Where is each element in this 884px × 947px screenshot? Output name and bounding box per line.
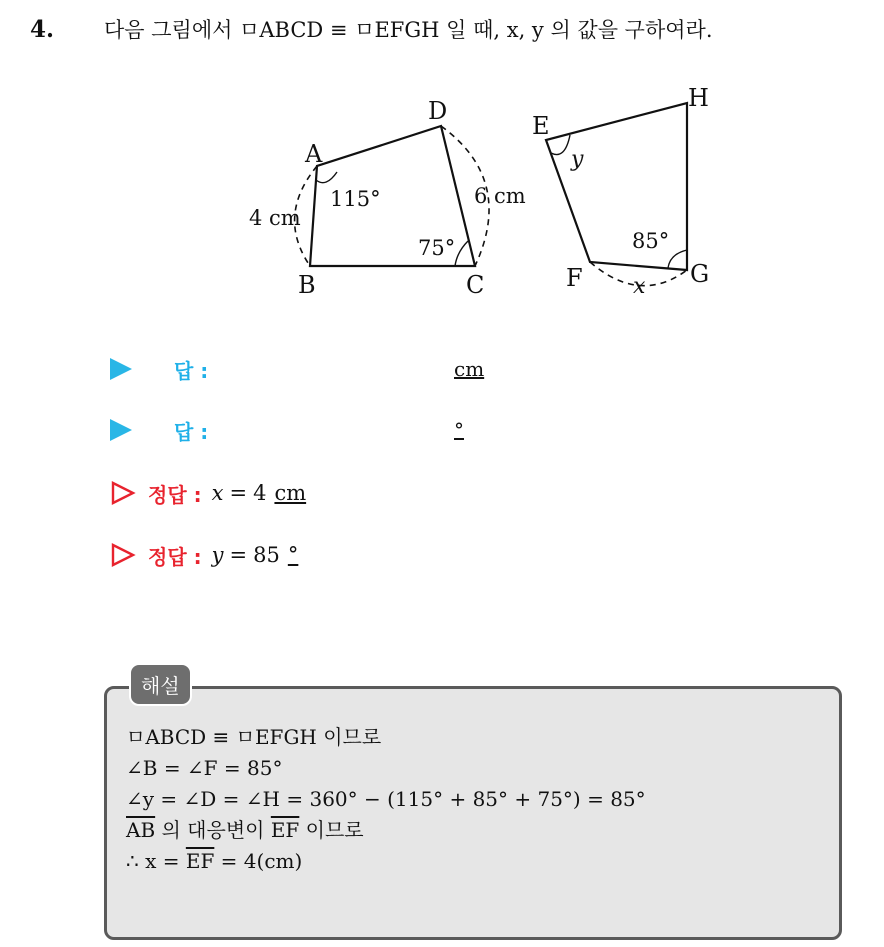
correct-value: 4 (253, 481, 267, 505)
solution-line-3: ∠y = ∠D = ∠H = 360° − (115° + 85° + 75°) = 85° (126, 787, 646, 811)
vertex-d: D (428, 97, 448, 125)
vertex-e: E (532, 112, 550, 140)
congruent-quadrilaterals-figure (0, 0, 884, 320)
solution-line-5 (126, 846, 646, 877)
segment-ef: $\overline{EF}$ (185, 849, 215, 873)
vertex-h: H (688, 84, 709, 112)
vertex-f: F (566, 264, 583, 292)
label-fg-var: x (633, 274, 646, 299)
solution-tag: 해설 (129, 663, 192, 706)
answer-unit: cm (454, 357, 485, 381)
label-angle-g: 85° (632, 229, 670, 253)
label-angle-e: y (571, 147, 584, 172)
correct-var: y (211, 543, 224, 567)
correct-arrow-icon (110, 480, 136, 506)
segment-ab: $\overline{AB}$ (126, 818, 156, 842)
solution-line-4 (126, 815, 646, 846)
correct-arrow-icon (110, 542, 136, 568)
vertex-a: A (305, 140, 323, 168)
correct-eq: = (229, 543, 248, 567)
label-angle-c: 75° (418, 236, 456, 260)
question-number: 4. (30, 16, 55, 43)
angle-a-arc (316, 172, 337, 183)
answer-arrow-icon (110, 358, 132, 380)
correct-label: 정답 : (148, 544, 202, 569)
label-angle-a: 115° (330, 187, 381, 211)
solution-line-5-end: = 4(cm) (214, 849, 303, 873)
answer-row-2 (110, 414, 464, 446)
vertex-b: B (298, 271, 316, 299)
answer-label: 답 : (174, 419, 209, 444)
answer-label: 답 : (174, 358, 209, 383)
label-cd-length: 6 cm (474, 184, 526, 208)
correct-value: 85 (253, 543, 280, 567)
answer-arrow-icon (110, 419, 132, 441)
vertex-c: C (466, 271, 485, 299)
answer-row-1 (110, 353, 485, 385)
solution-line-4-mid: 의 대응변이 (155, 818, 271, 842)
correct-unit: cm (274, 481, 307, 505)
correct-label: 정답 : (148, 482, 202, 507)
correct-eq: = (229, 481, 248, 505)
correct-row-1 (110, 477, 306, 509)
solution-line-4-end: 이므로 (299, 818, 364, 842)
angle-c-arc (455, 241, 468, 266)
answer-unit: ° (454, 418, 464, 442)
correct-row-2 (110, 539, 298, 571)
question-text: 다음 그림에서 ㅁABCD ≡ ㅁEFGH 일 때, x, y 의 값을 구하여라. (104, 18, 713, 42)
solution-text (126, 722, 646, 877)
solution-line-5-pre: ∴ x = (126, 849, 186, 873)
angle-g-arc (668, 250, 687, 268)
correct-unit: ° (287, 543, 299, 567)
label-ab-length: 4 cm (249, 206, 301, 230)
solution-line-2: ∠B = ∠F = 85° (126, 756, 283, 780)
vertex-g: G (690, 260, 710, 288)
solution-line-1: ㅁABCD ≡ ㅁEFGH 이므로 (126, 725, 382, 749)
segment-ef: $\overline{EF}$ (270, 818, 300, 842)
correct-var: x (211, 481, 224, 505)
